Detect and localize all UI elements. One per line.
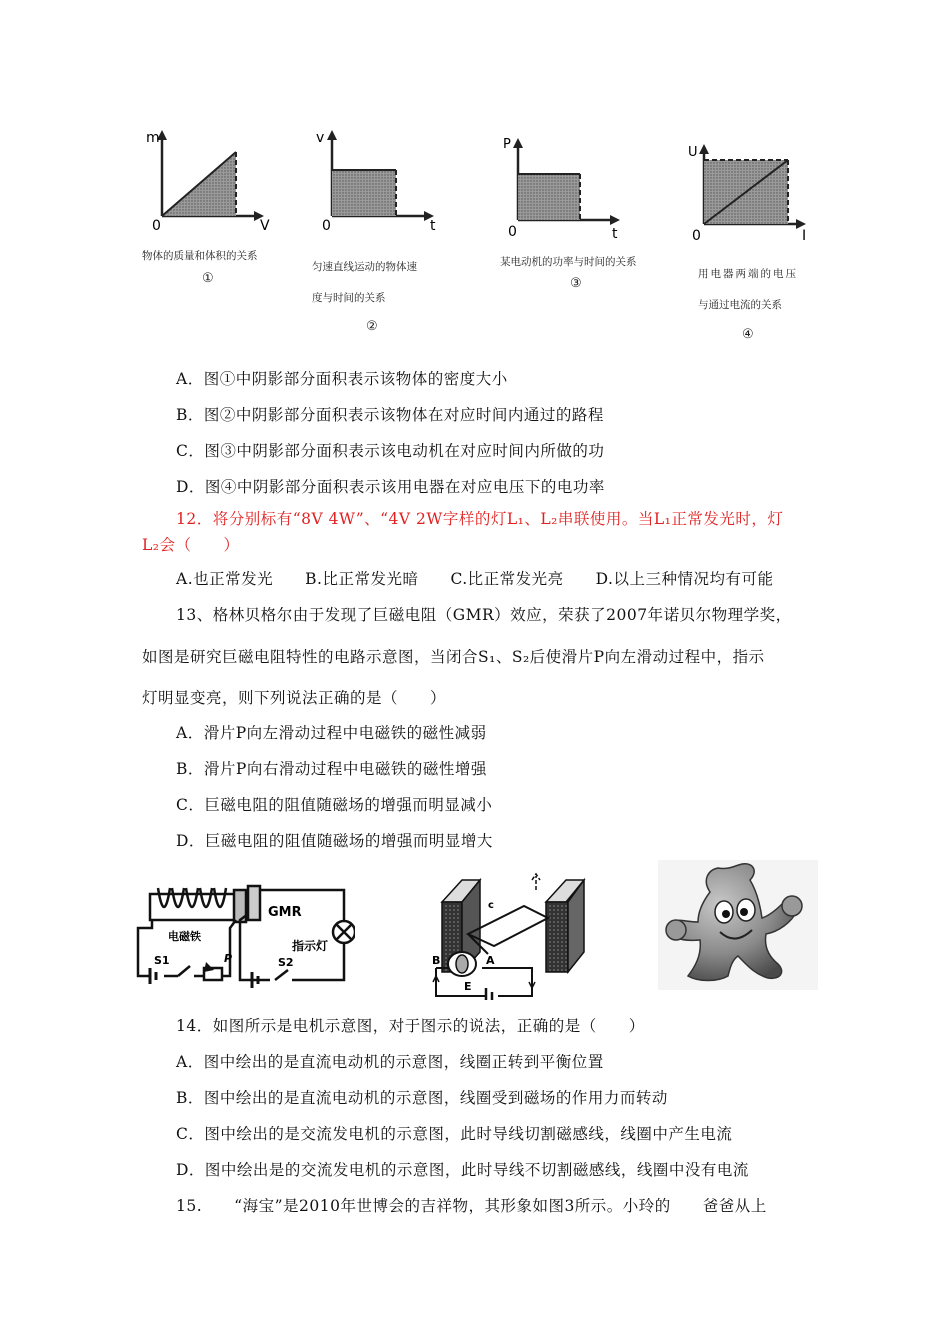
electromagnet-label: 电磁铁 — [168, 930, 201, 943]
graph-3 — [500, 132, 640, 242]
haibao-mascot-image — [658, 860, 818, 990]
q12-stem-line2: L₂会（ ） — [142, 536, 240, 554]
q13-stem-line3: 灯明显变亮，则下列说法正确的是（ ） — [142, 689, 447, 707]
shaded-area — [332, 170, 396, 216]
label-c: c — [488, 900, 494, 911]
x-axis-label: t — [430, 218, 436, 234]
origin-label: 0 — [508, 224, 517, 240]
q14-option-a: A．图中绘出的是直流电动机的示意图，线圈正转到平衡位置 — [176, 1053, 604, 1071]
s2-label: S2 — [278, 956, 294, 969]
y-axis-label: P — [503, 137, 511, 152]
q13-option-a: A．滑片P向左滑动过程中电磁铁的磁性减弱 — [176, 724, 487, 742]
graph-3-caption: 某电动机的功率与时间的关系 — [500, 256, 637, 268]
label-b: B — [432, 954, 441, 967]
graph-4-caption-line2: 与通过电流的关系 — [698, 299, 782, 311]
q14-option-b: B．图中绘出的是直流电动机的示意图，线圈受到磁场的作用力而转动 — [176, 1089, 668, 1107]
lamp-label: 指示灯 — [292, 939, 329, 953]
y-axis-label: v — [316, 130, 325, 146]
q11-option-a: A．图①中阴影部分面积表示该物体的密度大小 — [176, 370, 508, 388]
graph-1 — [140, 128, 280, 238]
label-a: A — [486, 954, 495, 967]
q13-stem-line2: 如图是研究巨磁电阻特性的电路示意图，当闭合S₁、S₂后使滑片P向左滑动过程中，指示 — [142, 648, 765, 666]
p-label: P — [224, 952, 233, 965]
graph-2-number: ② — [366, 319, 378, 334]
q14-stem: 14．如图所示是电机示意图，对于图示的说法，正确的是（ ） — [176, 1017, 645, 1035]
x-axis-label: t — [612, 226, 618, 242]
graph-4 — [686, 138, 826, 248]
q14-option-d: D．图中绘出是的交流发电机的示意图，此时导线不切割磁感线，线圈中没有电流 — [176, 1161, 749, 1179]
origin-label: 0 — [322, 218, 331, 234]
motor-diagram — [428, 872, 593, 1000]
q11-option-d: D．图④中阴影部分面积表示该用电器在对应电压下的电功率 — [176, 478, 605, 496]
q12-options: A.也正常发光 B.比正常发光暗 C.比正常发光亮 D.以上三种情况均有可能 — [176, 570, 774, 588]
origin-label: 0 — [152, 218, 161, 234]
q13-option-d: D．巨磁电阻的阻值随磁场的增强而明显增大 — [176, 832, 493, 850]
graph-1-number: ① — [202, 271, 214, 286]
x-axis-label: I — [802, 228, 807, 244]
shaded-area — [518, 174, 580, 220]
graph-3-number: ③ — [570, 276, 582, 291]
graph-2-caption-line1: 匀速直线运动的物体速 — [312, 261, 417, 273]
graph-2-caption-line2: 度与时间的关系 — [312, 292, 386, 304]
s1-label: S1 — [154, 954, 170, 967]
y-axis-label: m — [146, 130, 160, 146]
q12-stem-line1: 12．将分别标有“8V 4W”、“4V 2W字样的灯L₁、L₂串联使用。当L₁正常发光时，灯 — [176, 510, 784, 528]
q15-stem-line1: 15. “海宝”是2010年世博会的吉祥物，其形象如图3所示。小玲的 爸爸从上 — [176, 1197, 767, 1215]
graph-4-caption-line1: 用电器两端的电压 — [698, 268, 798, 280]
gmr-circuit-diagram — [130, 880, 355, 992]
q13-option-c: C．巨磁电阻的阻值随磁场的增强而明显减小 — [176, 796, 493, 814]
label-e: E — [464, 980, 472, 993]
q11-option-c: C．图③中阴影部分面积表示该电动机在对应时间内所做的功 — [176, 442, 605, 460]
graph-4-number: ④ — [742, 327, 754, 342]
graph-1-caption: 物体的质量和体积的关系 — [142, 250, 258, 262]
q13-stem-line1: 13、格林贝格尔由于发现了巨磁电阻（GMR）效应，荣获了2007年诺贝尔物理学奖， — [176, 606, 792, 624]
q11-option-b: B．图②中阴影部分面积表示该物体在对应时间内通过的路程 — [176, 406, 604, 424]
q14-option-c: C．图中绘出的是交流发电机的示意图，此时导线切割磁感线，线圈中产生电流 — [176, 1125, 733, 1143]
origin-label: 0 — [692, 228, 701, 244]
gmr-label: GMR — [268, 905, 302, 920]
q13-option-b: B．滑片P向右滑动过程中电磁铁的磁性增强 — [176, 760, 487, 778]
y-axis-label: U — [688, 145, 698, 160]
graph-2 — [312, 126, 452, 236]
x-axis-label: V — [260, 218, 270, 234]
